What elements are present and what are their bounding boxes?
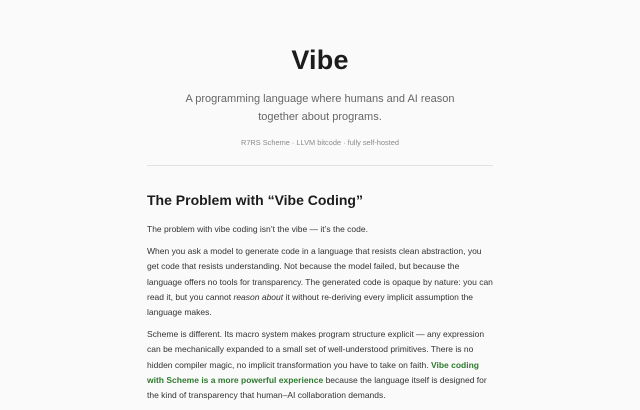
tech-meta-line: R7RS Scheme · LLVM bitcode · fully self-hosted [240, 138, 399, 147]
page-title: Vibe [291, 45, 349, 75]
paragraph-1-text: The problem with vibe coding isn’t the vibe — it’s the code. [147, 224, 368, 234]
paragraph-1 [147, 222, 495, 237]
paragraph-2-text-b: it without re-deriving every implicit assumption the language makes. [147, 291, 474, 318]
section-divider [147, 165, 493, 166]
paragraph-2-emphasis: reason about [233, 291, 284, 302]
paragraph-2-text-a: When you ask a model to generate code in a language that resists clean abstraction, you get code that resists understanding. Not because the model failed, but because the language offers no tools for transparency. The generated code is opaque by nature: you can read it, but you cannot [147, 246, 493, 302]
paragraph-3 [147, 327, 495, 403]
section-heading: The Problem with “Vibe Coding” [147, 192, 363, 208]
paragraph-3-text-a: Scheme is different. Its macro system makes program structure explicit — any expression can be mechanically expanded to a small set of well-understood primitives. There is no hidden compiler magic, no implicit transformation you have to take on faith. [147, 329, 485, 370]
paragraph-3-highlight: Vibe coding with Scheme is a more powerful experience [147, 359, 479, 385]
paragraph-2 [147, 244, 495, 320]
page-subtitle: A programming language where humans and AI reason together about programs. [185, 93, 455, 123]
paragraph-3-text-b: because the language itself is designed for the kind of transparency that human–AI collaboration demands. [147, 374, 487, 401]
main-content [147, 190, 495, 410]
hero-header [0, 42, 640, 149]
